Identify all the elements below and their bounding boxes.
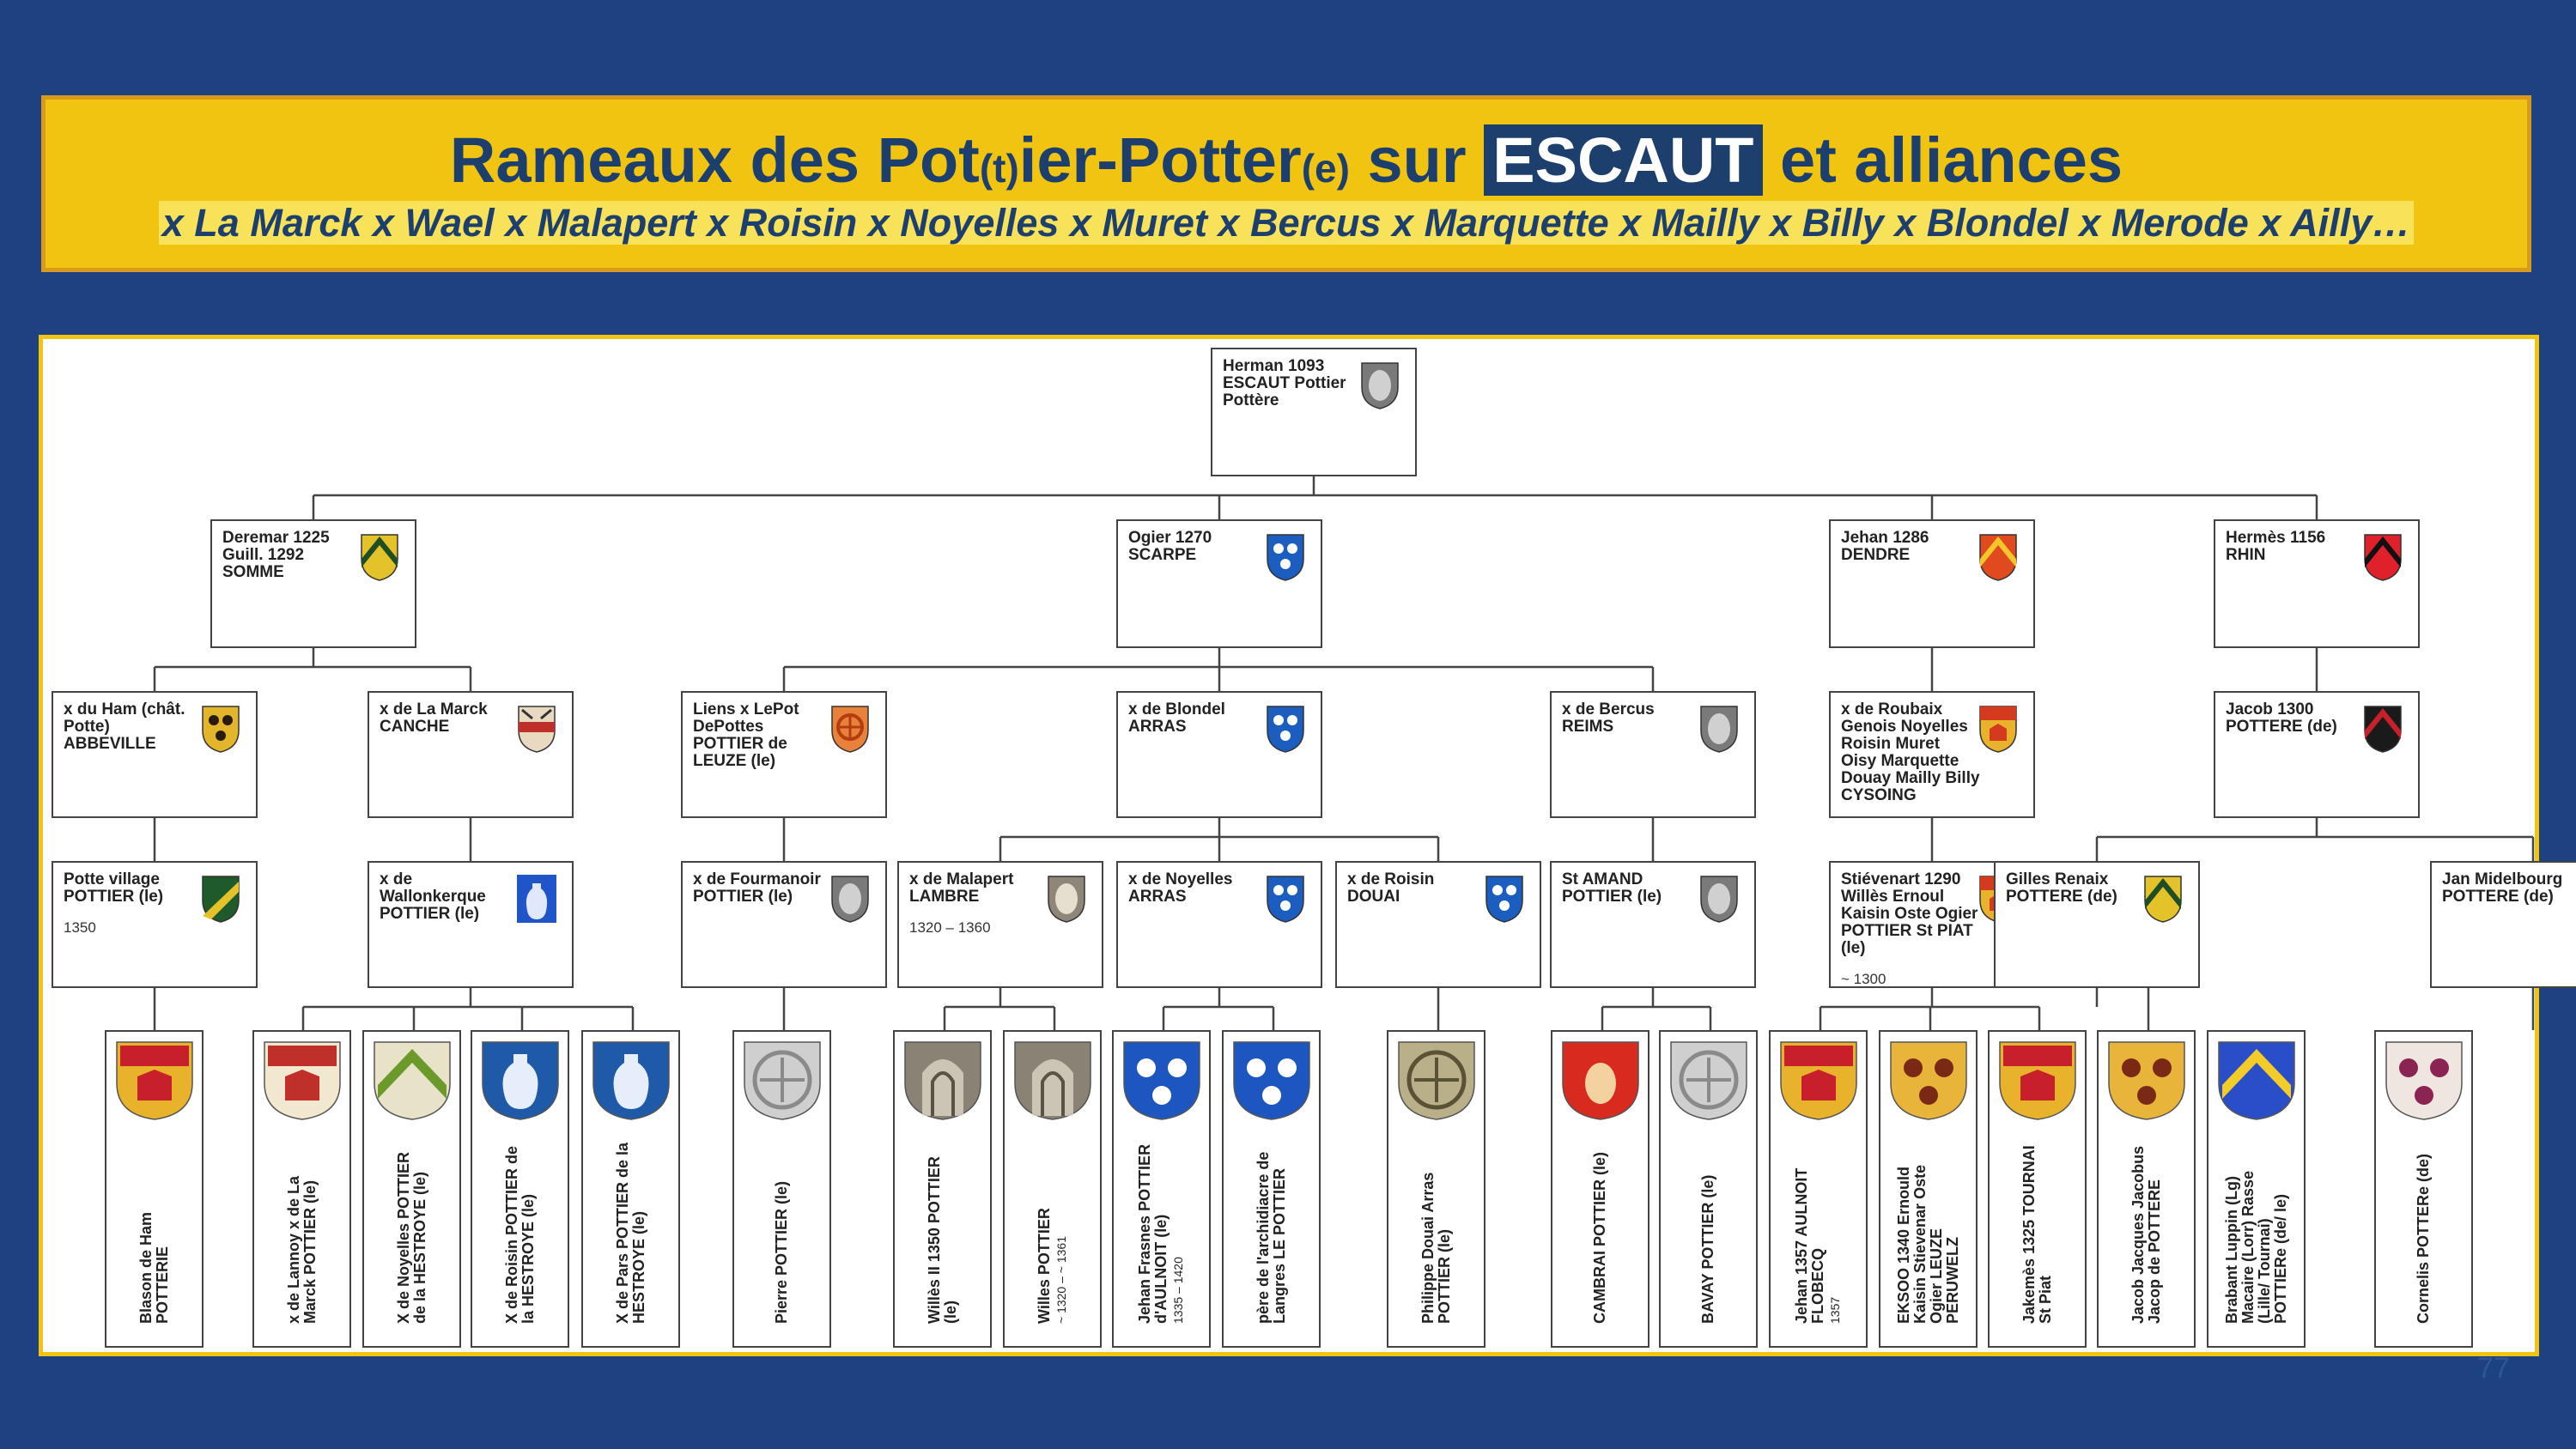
- shield-chevron-red-black-icon: [2361, 703, 2404, 753]
- leaf-12: [1659, 1030, 1758, 1348]
- node-label: x de Noyelles ARRAS: [1128, 870, 1233, 906]
- node-root: [1211, 348, 1417, 476]
- node-label: x de Bercus REIMS: [1562, 700, 1655, 736]
- leaf-8: [1112, 1030, 1211, 1348]
- page-title: Rameaux des Pot(t)ier-Potter(e) sur ESCAUT et alliances: [449, 124, 2123, 196]
- node-date: ~ 1300: [1841, 971, 1886, 987]
- crest-red-gold-icon: [1996, 1039, 2079, 1121]
- node-label: St AMAND POTTIER (le): [1562, 870, 1662, 906]
- stone-carving-icon: [1045, 873, 1088, 923]
- leaf-label: Willes POTTIER ~ 1320 – ~ 1361: [1035, 1208, 1068, 1324]
- node-rhin: [2214, 519, 2420, 648]
- leaf-label: Philippe Douai Arras POTTIER (le): [1419, 1172, 1453, 1324]
- node-stamand: [1550, 861, 1756, 988]
- crest-gold-pots-icon: [2105, 1039, 2188, 1121]
- shield-lamarck-icon: [515, 703, 558, 753]
- crest-chevron-icon: [371, 1039, 453, 1121]
- shield-chevron-green-icon: [2142, 873, 2184, 923]
- crest-stone-icon: [902, 1039, 984, 1121]
- node-label: Jacob 1300 POTTERE (de): [2226, 700, 2337, 736]
- shield-chevron-red-icon: [1977, 531, 2020, 581]
- node-wallonkerque: [368, 861, 574, 988]
- page-subtitle: x La Marck x Wael x Malapert x Roisin x Noyelles x Muret x Bercus x Marquette x Mailly x Billy x Blondel x Merode x Ailly…: [149, 201, 2424, 246]
- leaf-label: EKSOO 1340 Ernould Kaisin Stievenar Oste Ogier LEUZE PERUWELZ: [1894, 1164, 1961, 1324]
- node-pottevillage: [52, 861, 258, 988]
- shield-chevron-green-icon: [358, 531, 401, 581]
- node-label: x du Ham (chât. Potte) ABBEVILLE: [64, 700, 185, 753]
- node-gilles: [1994, 861, 2200, 988]
- leaf-15: [1988, 1030, 2087, 1348]
- vase-blue-icon: [515, 873, 558, 923]
- leaf-17: [2207, 1030, 2306, 1348]
- shield-blue-pots-icon: [1483, 873, 1526, 923]
- crest-stone-icon: [1012, 1039, 1094, 1121]
- leaf-11: [1551, 1030, 1649, 1348]
- node-douai: [1335, 861, 1541, 988]
- node-arras2: [1116, 861, 1322, 988]
- node-label: Stiévenart 1290 Willès Ernoul Kaisin Oste Ogier POTTIER St PIAT (le): [1841, 870, 1978, 957]
- node-label: x de La Marck CANCHE: [380, 700, 488, 736]
- node-date: 1350: [64, 919, 96, 936]
- leaf-9: [1222, 1030, 1321, 1348]
- title-highlight: ESCAUT: [1484, 124, 1762, 196]
- node-leuze: [681, 691, 887, 818]
- shield-chevron-black-icon: [2361, 531, 2404, 581]
- crest-blue-pots-icon: [1230, 1039, 1313, 1121]
- leaf-10: [1387, 1030, 1485, 1348]
- node-label: x de Roubaix Genois Noyelles Roisin Muret Oisy Marquette Douay Mailly Billy CYSOING: [1841, 700, 1980, 804]
- node-dendre: [1829, 519, 2035, 648]
- node-label: Gilles Renaix POTTERE (de): [2006, 870, 2117, 906]
- leaf-13: [1769, 1030, 1868, 1348]
- node-scarpe: [1116, 519, 1322, 648]
- leaf-label: BAVAY POTTIER (le): [1699, 1174, 1716, 1324]
- crest-red-gold-icon: [113, 1039, 196, 1121]
- crest-grey-icon: [1358, 360, 1401, 409]
- leaf-label: Brabant Luppin (Lg) Macaire (Lorr) Rasse (Lille/ Tournai) POTTIERe (de/ le): [2222, 1170, 2289, 1324]
- leaf-4: [581, 1030, 680, 1348]
- crest-grey-icon: [1698, 703, 1741, 753]
- node-date: 1320 – 1360: [909, 919, 991, 936]
- leaf-label: CAMBRAI POTTIER (le): [1591, 1152, 1608, 1324]
- leaf-0: [105, 1030, 204, 1348]
- node-label: Jan Midelbourg POTTERE (de): [2442, 870, 2563, 906]
- crest-grey-icon: [829, 873, 872, 923]
- leaf-label: Cornelis POTTERe (de): [2415, 1153, 2432, 1324]
- shield-wheel-icon: [829, 703, 872, 753]
- crest-lamarck-icon: [261, 1039, 343, 1121]
- node-label: Deremar 1225 Guill. 1292 SOMME: [222, 529, 330, 581]
- node-fourmanoir: [681, 861, 887, 988]
- leaf-label: X de Roisin POTTIER de la HESTROYE (le): [502, 1145, 537, 1324]
- shield-blue-pots-icon: [1264, 703, 1307, 753]
- leaf-18: [2374, 1030, 2473, 1348]
- node-jan: [2430, 861, 2576, 988]
- node-label: x de Roisin DOUAI: [1347, 870, 1435, 906]
- node-jacob1300: [2214, 691, 2420, 818]
- node-label: x de Fourmanoir POTTIER (le): [693, 870, 821, 906]
- leaf-7: [1003, 1030, 1102, 1348]
- crest-red-gold-icon: [1777, 1039, 1860, 1121]
- family-tree-panel: [39, 335, 2563, 1356]
- node-label: Potte village POTTIER (le): [64, 870, 164, 906]
- leaf-1: [252, 1030, 351, 1348]
- node-label: Herman 1093 ESCAUT Pottier Pottère: [1223, 357, 1346, 409]
- shield-green-band-icon: [199, 873, 242, 923]
- node-label: Ogier 1270 SCARPE: [1128, 529, 1212, 564]
- node-arras1: [1116, 691, 1322, 818]
- node-label: Jehan 1286 DENDRE: [1841, 529, 1929, 564]
- node-label: x de Malapert LAMBRE: [909, 870, 1014, 906]
- node-label: x de Wallonkerque POTTIER (le): [380, 870, 486, 923]
- shield-gold-pots-icon: [199, 703, 242, 753]
- node-canche: [368, 691, 574, 818]
- crest-grey-icon: [1698, 873, 1741, 923]
- leaf-label: Jehan Frasnes POTTIER d'AULNOIT (le) 1335 – 1420: [1136, 1143, 1185, 1324]
- leaf-6: [893, 1030, 992, 1348]
- leaf-label: Jehan 1357 AULNOIT FLOBECQ 1357: [1793, 1167, 1842, 1324]
- leaf-label: Jakemès 1325 TOURNAI St Piat: [2020, 1145, 2054, 1324]
- leaf-2: [362, 1030, 461, 1348]
- leaf-label: Pierre POTTIER (le): [773, 1180, 790, 1324]
- crest-blue-vase-icon: [590, 1039, 672, 1121]
- leaf-5: [732, 1030, 831, 1348]
- crest-seal-icon: [1395, 1039, 1478, 1121]
- node-label: Liens x LePot DePottes POTTIER de LEUZE (le): [693, 700, 799, 770]
- page-number: 77: [2477, 1352, 2510, 1385]
- shield-red-gold-icon: [1977, 703, 2020, 753]
- leaf-label: X de Pars POTTIER de la HESTROYE (le): [613, 1142, 647, 1324]
- shield-blue-pots-icon: [1264, 531, 1307, 581]
- crest-blue-vase-icon: [479, 1039, 562, 1121]
- leaf-label: Willès II 1350 POTTIER (le): [925, 1156, 959, 1324]
- leaf-label: Jacob Jacques Jacobus Jacop de POTTERE: [2129, 1145, 2163, 1324]
- leaf-label: père de l'archidiacre de Langres LE POTTIER: [1254, 1151, 1288, 1324]
- crest-blue-pots-icon: [1121, 1039, 1203, 1121]
- node-abbeville: [52, 691, 258, 818]
- node-reims: [1550, 691, 1756, 818]
- node-label: Hermès 1156 RHIN: [2226, 529, 2326, 564]
- leaf-14: [1879, 1030, 1978, 1348]
- node-somme: [210, 519, 416, 648]
- shield-blue-pots-icon: [1264, 873, 1307, 923]
- node-lambre: [897, 861, 1103, 988]
- leaf-label: X de Noyelles POTTIER de la HESTROYE (le): [394, 1151, 428, 1324]
- leaf-3: [471, 1030, 569, 1348]
- leaf-16: [2097, 1030, 2196, 1348]
- leaf-label: x de Lannoy x de La Marck POTTIER (le): [284, 1175, 319, 1324]
- title-banner: [41, 95, 2531, 272]
- node-cysoing: [1829, 691, 2035, 818]
- node-label: x de Blondel ARRAS: [1128, 700, 1225, 736]
- leaf-label: Blason de Ham POTTERIE: [137, 1211, 171, 1324]
